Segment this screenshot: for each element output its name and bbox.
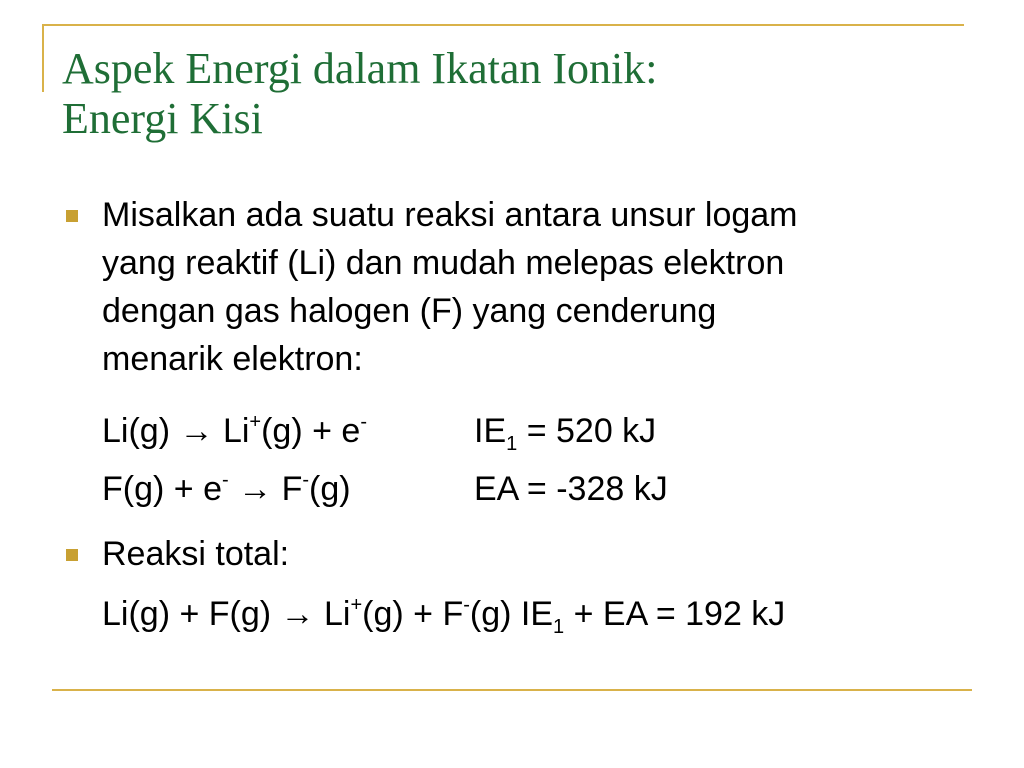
- bullet-1-line-3: dengan gas halogen (F) yang cenderung: [102, 292, 717, 330]
- eq3-label: (g) IE: [469, 595, 554, 633]
- equation-electron-affinity: [102, 465, 351, 513]
- equation-electron-affinity-energy: [474, 465, 668, 513]
- bullet-2-text: [102, 530, 289, 578]
- eq2-product-rest: (g): [309, 470, 351, 508]
- bullet-1-line-2: yang reaktif (Li) dan mudah melepas elektron: [102, 244, 785, 282]
- bullet-1-line-4: menarik elektron:: [102, 340, 363, 378]
- eq1-label-sub: 1: [506, 433, 518, 455]
- right-arrow-icon: →: [280, 595, 315, 633]
- eq2-label: EA: [474, 470, 518, 508]
- eq1-product-charge: +: [249, 411, 262, 433]
- title-frame-left-line: [42, 24, 44, 92]
- eq3-value: + EA = 192 kJ: [564, 595, 786, 633]
- eq3-product-1-species: Li: [324, 595, 351, 633]
- eq2-product-charge: -: [302, 469, 310, 491]
- title-frame-top-line: [42, 24, 964, 26]
- right-arrow-icon: →: [179, 412, 214, 450]
- bullet-square-icon: [66, 210, 78, 222]
- eq3-product-2-charge: -: [463, 594, 470, 616]
- bullet-1-line-1: Misalkan ada suatu reaksi antara unsur logam: [102, 196, 798, 234]
- equation-total-reaction: [102, 590, 785, 638]
- equation-ionization: [102, 407, 367, 455]
- eq3-reactant: Li(g) + F(g): [102, 595, 272, 633]
- eq1-product-rest: (g) + e: [261, 412, 361, 450]
- eq1-reactant: Li(g): [102, 412, 171, 450]
- right-arrow-icon: →: [238, 470, 273, 508]
- footer-divider-line: [52, 689, 972, 691]
- eq1-value: = 520 kJ: [517, 412, 657, 450]
- eq3-product-rest: (g) + F: [362, 595, 464, 633]
- eq2-product-species: F: [281, 470, 303, 508]
- eq2-reactant: F(g) + e: [102, 470, 222, 508]
- eq2-electron-charge: -: [221, 469, 229, 491]
- bullet-square-icon: [66, 549, 78, 561]
- bullet-1-text: [102, 191, 798, 383]
- slide-title-line-1: Aspek Energi dalam Ikatan Ionik:: [62, 44, 658, 93]
- eq3-label-sub: 1: [553, 616, 565, 638]
- eq3-product-1-charge: +: [350, 594, 363, 616]
- eq1-label: IE: [474, 412, 507, 450]
- eq1-electron-charge: -: [360, 411, 367, 433]
- bullet-2-line-1: Reaksi total:: [102, 535, 290, 573]
- eq1-product-species: Li: [222, 412, 250, 450]
- equation-ionization-energy: [474, 407, 656, 455]
- slide-title: [62, 44, 657, 144]
- slide-title-line-2: Energi Kisi: [62, 94, 263, 143]
- eq2-value: = -328 kJ: [517, 470, 668, 508]
